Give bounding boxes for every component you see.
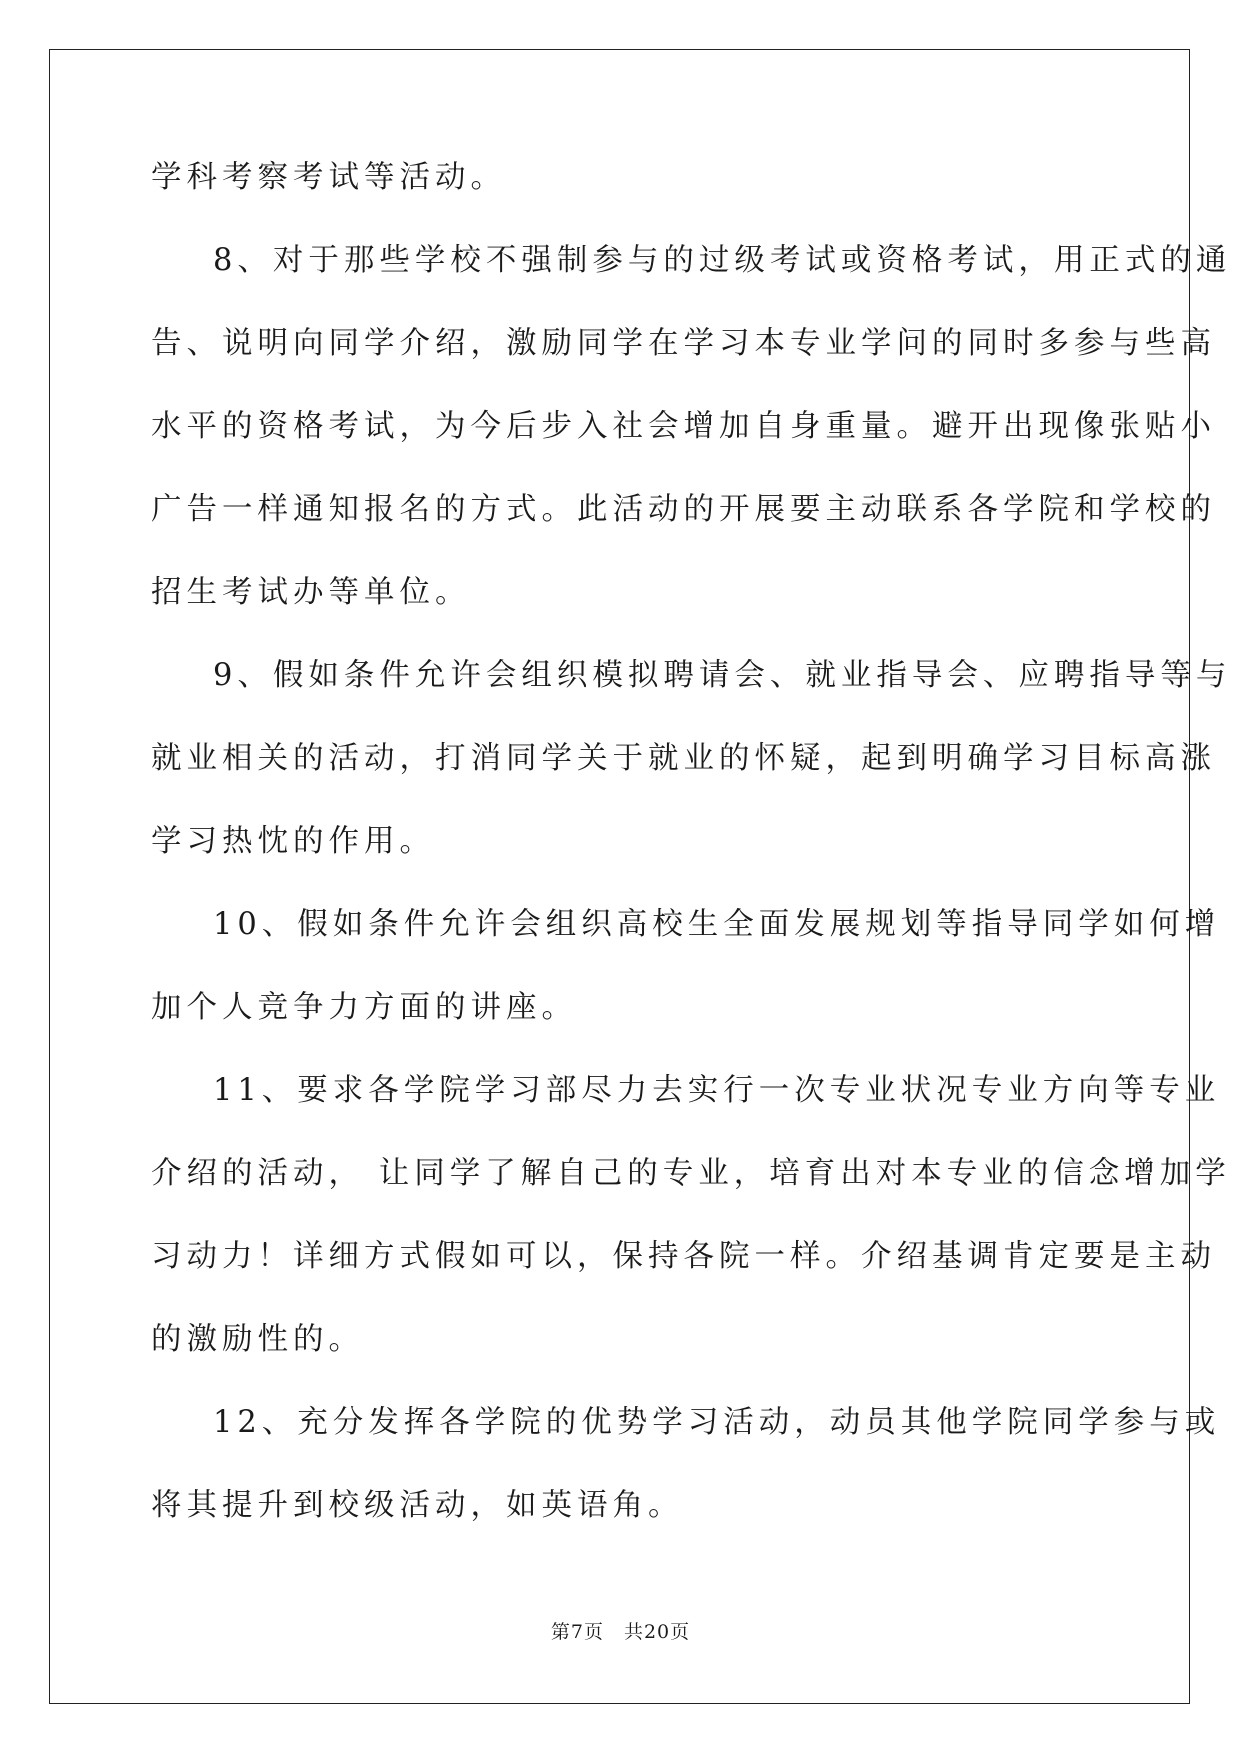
- text-line: 的激励性的。: [151, 1322, 364, 1357]
- text-line: 招生考试办等单位。: [151, 575, 471, 610]
- text-line: 就业相关的活动，打消同学关于就业的怀疑，起到明确学习目标高涨: [151, 741, 1216, 776]
- text-line: 将其提升到校级活动，如英语角。: [151, 1488, 684, 1523]
- text-line: 告、说明向同学介绍，激励同学在学习本专业学问的同时多参与些高: [151, 326, 1216, 361]
- text-line: 加个人竞争力方面的讲座。: [151, 990, 577, 1025]
- text-line: 水平的资格考试，为今后步入社会增加自身重量。避开出现像张贴小: [151, 409, 1216, 444]
- paragraph-start-line: 8、对于那些学校不强制参与的过级考试或资格考试，用正式的通: [213, 243, 1232, 278]
- page-number-total: 共20页: [623, 1621, 691, 1643]
- paragraph-start-line: 11、要求各学院学习部尽力去实行一次专业状况专业方向等专业: [213, 1073, 1221, 1108]
- page-footer: [0, 1617, 1241, 1644]
- text-line: 习动力！详细方式假如可以，保持各院一样。介绍基调肯定要是主动: [151, 1239, 1216, 1274]
- paragraph-start-line: 9、假如条件允许会组织模拟聘请会、就业指导会、应聘指导等与: [213, 658, 1232, 693]
- paragraph-start-line: 12、充分发挥各学院的优势学习活动，动员其他学院同学参与或: [213, 1405, 1221, 1440]
- text-line: 广告一样通知报名的方式。此活动的开展要主动联系各学院和学校的: [151, 492, 1216, 527]
- text-line: 介绍的活动， 让同学了解自己的专业，培育出对本专业的信念增加学: [151, 1156, 1231, 1191]
- text-line: 学科考察考试等活动。: [151, 160, 506, 195]
- text-line: 学习热忱的作用。: [151, 824, 435, 859]
- page-number-current: 第7页: [550, 1621, 604, 1643]
- document-body: [151, 158, 1232, 1569]
- paragraph-start-line: 10、假如条件允许会组织高校生全面发展规划等指导同学如何增: [213, 907, 1221, 942]
